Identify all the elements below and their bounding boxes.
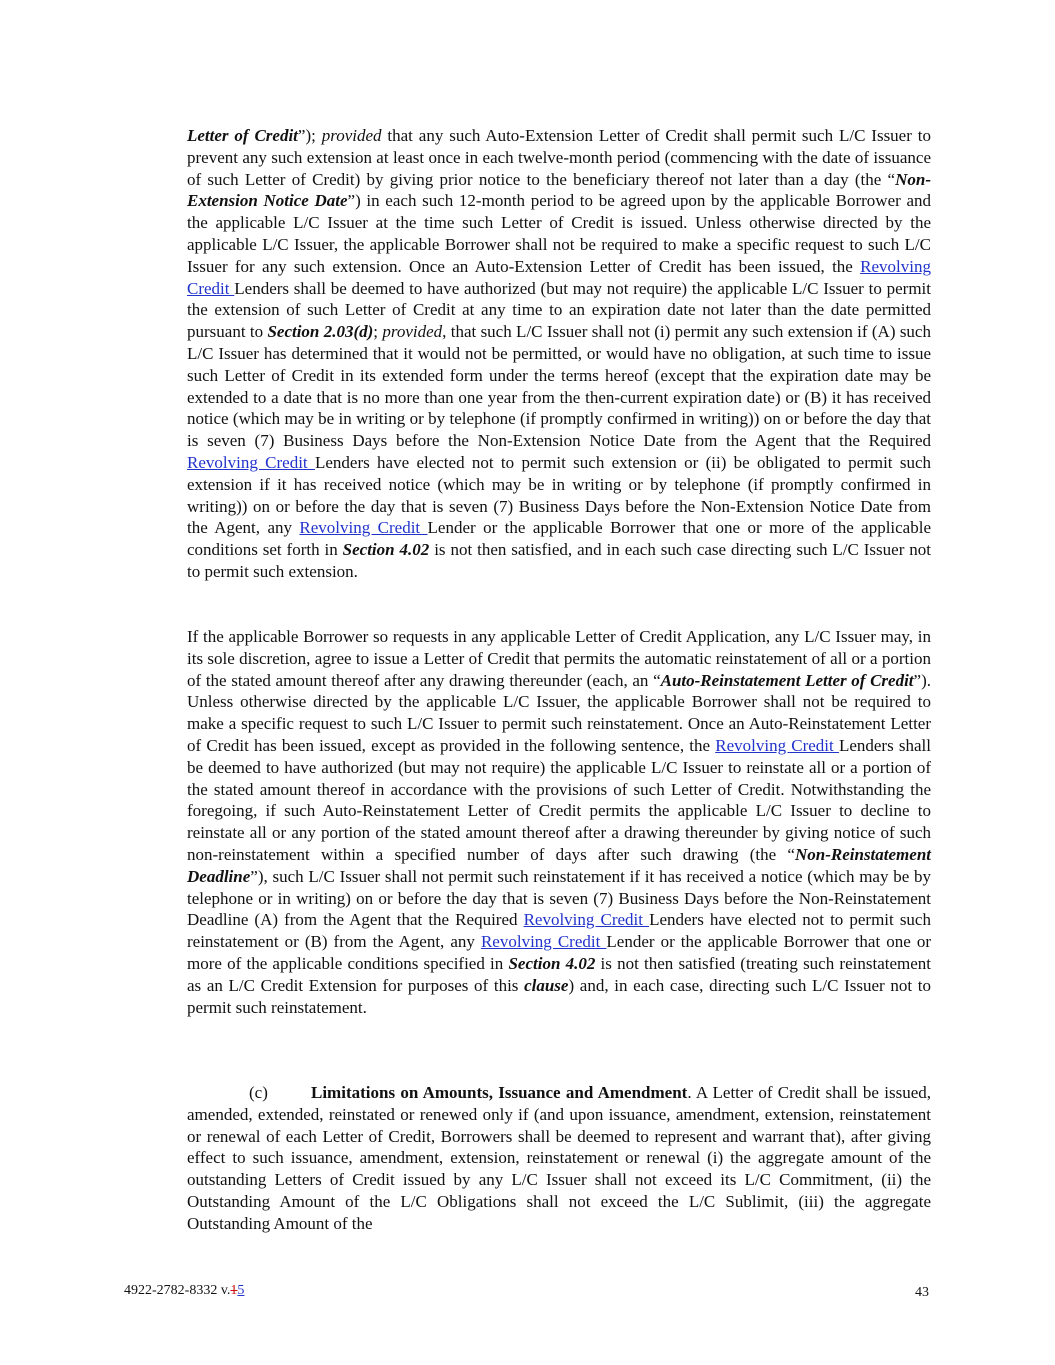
section-reference: Section 2.03(d) [267, 322, 374, 342]
section-reference: Section 4.02 [342, 540, 430, 560]
text-run: ”). Unless otherwise directed by the applicable L/C Issuer, the applicable Borrower shall not be required to make a specific request to such L/C Issuer to permit such reinstatement. Once an Auto-Reinstatement Letter of Credit has been issued, except as provided in the following sentence, the [187, 670, 931, 755]
section-heading: Limitations on Amounts, Issuance and Amendment [311, 1083, 688, 1102]
paragraph-auto-extension [187, 125, 931, 583]
text-run: Lender or the applicable Borrower that one or more of the applicable conditions set forth in [187, 518, 931, 560]
text-run: ”) in each such 12-month period to be agreed upon by the applicable Borrower and the applicable L/C Issuer at the time such Letter of Credit is issued. Unless otherwise directed by the applicable L/C Issuer, the applicable Borrower shall not be required to make a specific request to such L/C Issuer for any such extension. Once an Auto-Extension Letter of Credit has been issued, the [187, 191, 931, 276]
defined-term: Non-Extension Notice Date [187, 169, 931, 211]
text-run: If the applicable Borrower so requests in any applicable Letter of Credit Application, any L/C Issuer may, in its sole discretion, agree to issue a Letter of Credit that permits the automatic reinstatement of all or a portion of the stated amount thereof after any drawing thereunder (each, an “ [187, 627, 931, 690]
revolving-credit-link[interactable]: Revolving Credit [523, 910, 650, 930]
text-run: that any such Auto-Extension Letter of Credit shall permit such L/C Issuer to prevent any such extension at least once in each twelve-month period (commencing with the date of issuance of such Letter of Credit) by giving prior notice to the beneficiary thereof not later than a day (the “ [187, 126, 931, 189]
defined-term: Non-Reinstatement Deadline [187, 844, 931, 886]
revolving-credit-link[interactable]: Revolving Credit [187, 256, 931, 298]
text-run: Lenders shall be deemed to have authorized (but may not require) the applicable L/C Issuer to reinstate all or a portion of the stated amount thereof in accordance with the provisions of such Letter of Credit. Notwithstanding the foregoing, if such Auto-Reinstatement Letter of Credit permits the applicable L/C Issuer to decline to reinstate all or any portion of the stated amount thereof after a drawing thereunder by giving notice of such non-reinstatement within a specified number of days after such drawing (the “ [187, 735, 932, 864]
document-id-footer [124, 1283, 244, 1299]
clause-label: (c) [249, 1083, 268, 1102]
defined-term: Letter of Credit [187, 126, 298, 145]
revolving-credit-link[interactable]: Revolving Credit [480, 932, 607, 952]
page-number: 43 [915, 1285, 929, 1300]
revolving-credit-link[interactable]: Revolving Credit [715, 735, 839, 755]
text-run: Lender or the applicable Borrower that one or more of the applicable conditions specified in [187, 932, 931, 973]
text-run: ”); [297, 126, 322, 145]
version-deleted: 1 [230, 1283, 238, 1298]
text-run: provided [321, 126, 382, 145]
clause-reference: clause [524, 975, 569, 995]
defined-term: Auto-Reinstatement Letter of Credit [660, 670, 914, 690]
text-run: provided [382, 322, 443, 342]
paragraph-limitations [187, 1082, 931, 1235]
text-run: Lenders have elected not to permit such reinstatement or (B) from the Agent, any [187, 910, 931, 952]
text-run: ) and, in each case, directing such L/C Issuer not to permit such reinstatement. [187, 975, 931, 1017]
revolving-credit-link[interactable]: Revolving Credit [299, 518, 428, 538]
text-run: ”), such L/C Issuer shall not permit such reinstatement if it has received a notice (which may be by telephone or in writing) on or before the day that is seven (7) Business Days before the Non-Reinstatement Deadline (A) from the Agent that the Required [187, 866, 931, 930]
paragraph-auto-reinstatement [187, 626, 931, 1018]
text-run: ; [373, 322, 383, 342]
version-inserted: 5 [237, 1283, 245, 1298]
text-run: , that such L/C Issuer shall not (i) permit any such extension if (A) such L/C Issuer has determined that it would not be permitted, or would have no obligation, at such time to issue such Letter of Credit in its extended form under the terms hereof (except that the expiration date may be extended to a date that is no more than one year from the then-current expiration date) or (B) it has received notice (which may be in writing or by telephone (if promptly confirmed in writing)) on or before the day that is seven (7) Business Days before the Non-Extension Notice Date from the Agent that the Required [187, 322, 931, 451]
text-run: Lenders have elected not to permit such extension or (ii) be obligated to permit such extension if it has received notice (which may be in writing or by telephone (if promptly confirmed in writing)) on or before the day that is seven (7) Business Days before the Non-Extension Notice Date from the Agent, any [187, 452, 932, 538]
section-reference: Section 4.02 [508, 953, 596, 973]
text-run: Lenders shall be deemed to have authorized (but may not require) the applicable L/C Issuer to permit the extension of such Letter of Credit at any time to an expiration date not later than the date permitted pursuant to [187, 278, 931, 342]
text-run: is not then satisfied (treating such reinstatement as an L/C Credit Extension for purposes of this [187, 953, 931, 995]
document-id: 4922-2782-8332 v. [124, 1283, 231, 1298]
text-run: . A Letter of Credit shall be issued, amended, extended, reinstated or renewed only if (and upon issuance, amendment, extension, reinstatement or renewal of each Letter of Credit, Borrowers shall be deemed to represent and warrant that), after giving effect to such issuance, amendment, extension, reinstatement or renewal (i) the aggregate amount of the outstanding Letters of Credit issued by any L/C Issuer shall not exceed its L/C Commitment, (ii) the Outstanding Amount of the L/C Obligations shall not exceed the L/C Sublimit, (iii) the aggregate Outstanding Amount of the [187, 1083, 931, 1233]
text-run: is not then satisfied, and in each such case directing such L/C Issuer not to permit such extension. [187, 540, 932, 581]
revolving-credit-link[interactable]: Revolving Credit [187, 452, 315, 472]
